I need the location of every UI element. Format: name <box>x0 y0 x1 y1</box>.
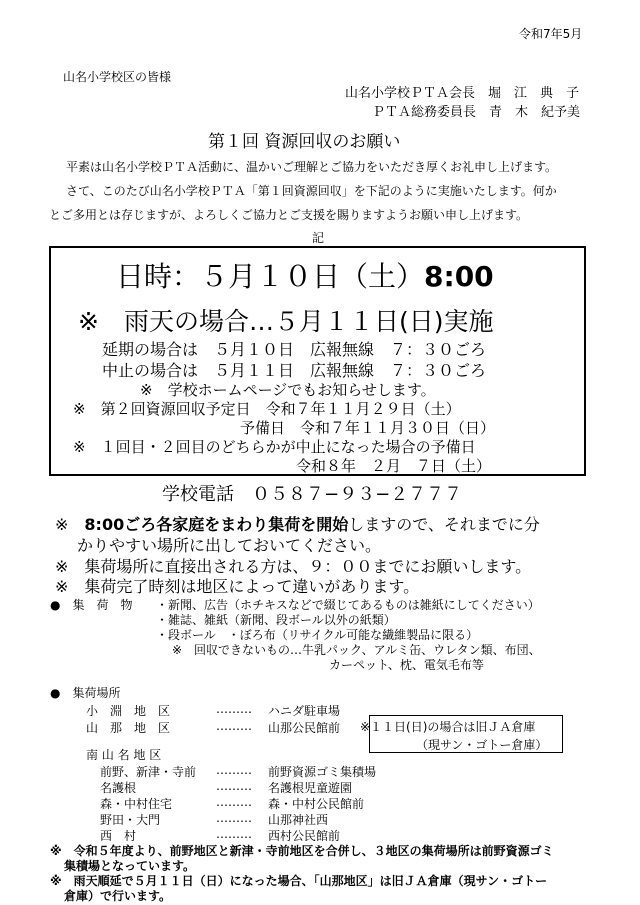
item-not-accepted-cont: カーペット、枕、電気毛布等 <box>329 658 484 672</box>
cancel-notice: 中止の場合は ５月１１日 広報無線 ７：３０ごろ <box>102 361 487 380</box>
footnote-1-line-1: ※ 令和５年度より、前野地区と新津・寺前地区を合併し、３地区の集荷場所は前野資源ゴミ <box>50 844 554 858</box>
issue-date: 令和7年5月 <box>519 27 583 41</box>
area-maeno: 前野、新津・寺前 <box>100 765 197 779</box>
area-nagone: 名護根 <box>100 781 137 795</box>
dots: ……… <box>216 827 252 841</box>
intro-line-2: さて、このたび山名小学校ＰＴＡ「第１回資源回収」を下記のように実施いたします。何か <box>66 184 557 198</box>
item-cardboard: ・段ボール ・ぼろ布（リサイクル可能な繊維製品に限る） <box>156 628 479 642</box>
note-1-mark: ※ <box>55 515 85 534</box>
ki-heading: 記 <box>312 231 325 245</box>
locations-header: ● 集荷場所 <box>50 686 121 700</box>
postpone-notice: 延期の場合は ５月１０日 広報無線 ７：３０ごろ <box>102 340 487 359</box>
yamana-rain-note-2: （現サン・ゴトー倉庫） <box>416 738 548 752</box>
item-magazine: ・雑誌、雑紙（新聞、段ボール以外の紙類） <box>156 613 396 627</box>
sender-pta-president: 山名小学校ＰＴＡ会長 堀 江 典 子 <box>345 86 580 101</box>
area-obuchi: 小 淵 地 区 <box>86 704 171 718</box>
note-1 <box>55 512 540 535</box>
addressee: 山名小学校区の皆様 <box>63 70 172 84</box>
intro-line-1: 平素は山名小学校ＰＴＡ活動に、温かいご理解とご協力をいただき厚くお礼申し上げます。 <box>66 160 558 174</box>
yamana-rain-note-1: ※１１日(日)の場合は旧ＪＡ倉庫 <box>360 720 536 734</box>
note-1-continued: かりやすい場所に出しておいてください。 <box>77 536 382 555</box>
footnote-1-line-2: 集積場となっています。 <box>64 859 196 873</box>
item-not-accepted: ※ 回収できないもの…牛乳パック、アルミ缶、ウレタン類、布団、 <box>172 643 541 657</box>
dots: ……… <box>216 763 252 777</box>
place-mori: 森・中村公民館前 <box>268 797 365 811</box>
area-noda: 野田・大門 <box>100 813 161 827</box>
datetime-time: 8:00 <box>424 260 494 293</box>
note-1-rest: しますので、それまでに分 <box>348 515 540 534</box>
place-yamana: 山那公民館前 <box>268 721 341 735</box>
homepage-notice: ※ 学校ホームページでもお知らせします。 <box>140 381 436 399</box>
second-collection-date: ※ 第２回資源回収予定日 令和７年１１月２９日（土） <box>73 400 461 418</box>
place-maeno: 前野資源ゴミ集積場 <box>268 765 377 779</box>
footnote-2-line-2: 倉庫）で行います。 <box>64 889 172 903</box>
note-2: ※ 集荷場所に直接出される方は、９：００までにお願いします。 <box>55 557 532 576</box>
datetime-label: 日時：５月１０日（土） <box>116 260 425 293</box>
note-3: ※ 集荷完了時刻は地区によって違いがあります。 <box>55 577 420 596</box>
reserve-day-note: ※ １回目・２回目のどちらかが中止になった場合の予備日 <box>73 438 476 456</box>
school-phone: 学校電話 ０５８７−９３−２７７７ <box>162 484 463 505</box>
intro-line-3: とご多用とは存じますが、よろしくご協力とご支援を賜りますようお願い申し上げます。 <box>49 208 529 222</box>
place-noda: 山那神社西 <box>268 813 329 827</box>
footnote-2-line-1: ※ 雨天順延で５月１１日（日）になった場合、「山那地区」は旧ＪＡ倉庫（現サン・ゴトー <box>50 874 548 888</box>
rain-day-notice: ※ 雨天の場合…５月１１日(日)実施 <box>78 307 494 336</box>
datetime-heading <box>116 255 494 295</box>
item-newspaper: ・新聞、広告（ホチキスなどで綴じてあるものは雑紙にしてください） <box>156 598 540 612</box>
dots: ……… <box>216 795 252 809</box>
second-collection-reserve: 予備日 令和７年１１月３０日（日） <box>240 419 496 437</box>
area-yamana: 山 那 地 区 <box>86 721 171 735</box>
area-nishimura: 西 村 <box>100 829 137 843</box>
dots: ……… <box>216 702 252 716</box>
minami-yamana-header: 南 山 名 地 区 <box>86 748 162 762</box>
items-header: ● 集 荷 物 <box>50 598 133 612</box>
page-title: 第１回 資源回収のお願い <box>208 132 401 152</box>
dots: ……… <box>216 811 252 825</box>
reserve-day-date: 令和８年 ２月 ７日（土） <box>296 457 492 475</box>
dots: ……… <box>216 779 252 793</box>
place-nagone: 名護根児童遊園 <box>268 781 353 795</box>
note-1-bold: 8:00ごろ各家庭をまわり集荷を開始 <box>84 515 349 534</box>
place-nishimura: 西村公民館前 <box>268 829 341 843</box>
place-obuchi: ハニダ駐車場 <box>268 704 341 718</box>
dots: ……… <box>216 719 252 733</box>
sender-committee-chair: ＰＴＡ総務委員長 青 木 紀予美 <box>372 105 581 120</box>
area-mori: 森・中村住宅 <box>100 797 173 811</box>
